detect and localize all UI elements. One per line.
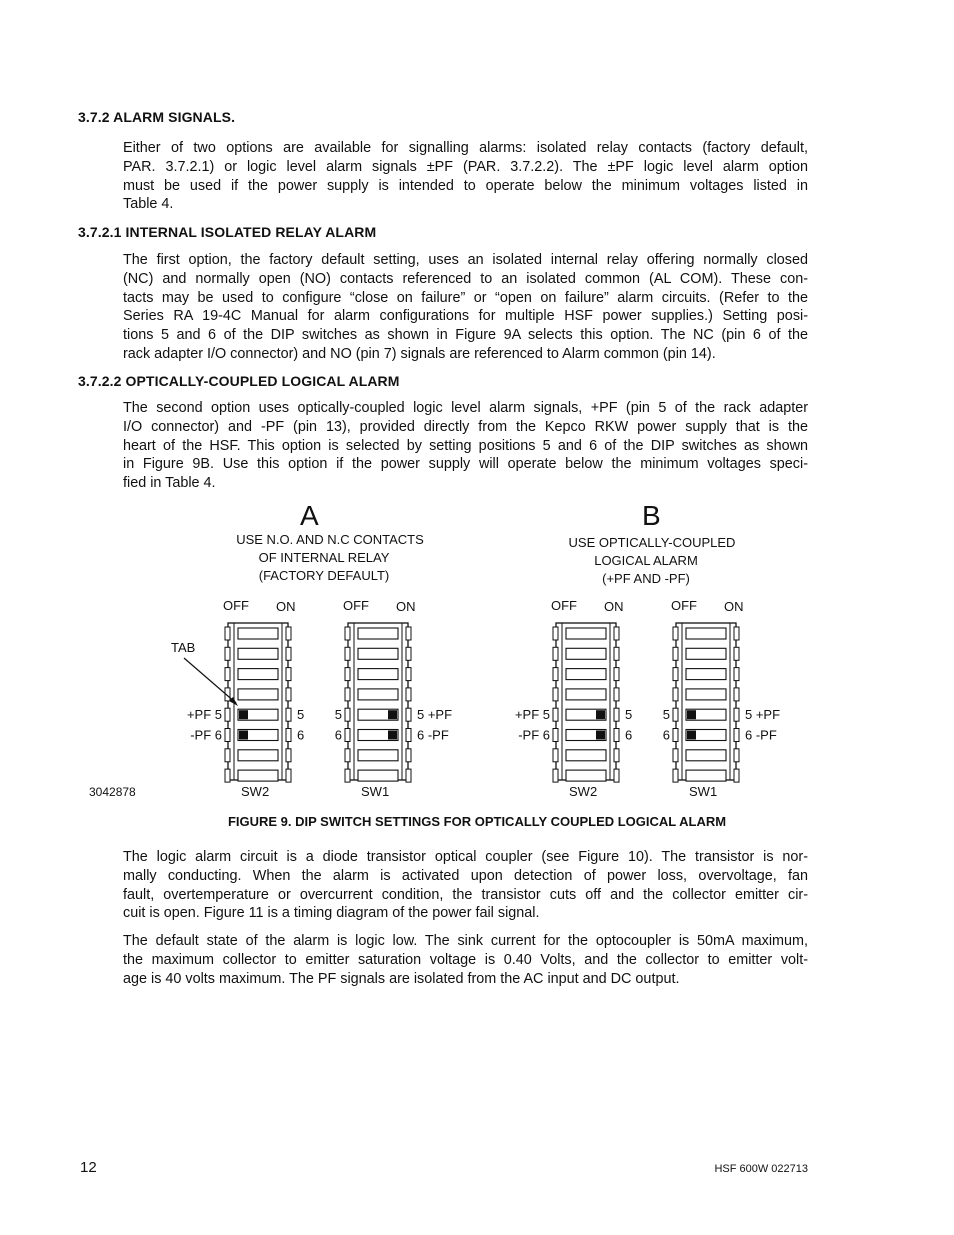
panel-b-title-line: LOGICAL ALARM: [594, 553, 698, 568]
text-line: cuit is open. Figure 11 is a timing diagram of the power fail signal.: [123, 905, 540, 922]
dip-switch-pin: [225, 647, 230, 660]
position-label-right: 5: [625, 707, 633, 723]
dip-switch-pin: [553, 627, 558, 640]
dip-switch-pin: [673, 668, 678, 681]
dip-switch-slot: [358, 750, 398, 761]
dip-switch-slot: [686, 628, 726, 639]
dip-switch-pin: [673, 769, 678, 782]
dip-switch-actuator: [388, 731, 397, 740]
position-label-right: 5 +PF: [417, 707, 453, 723]
dip-switch-actuator: [239, 731, 248, 740]
text-line: mally conducting. When the alarm is activated upon detection of power loss, overvoltage, fan: [123, 867, 808, 884]
section-heading-alarm-signals: 3.7.2 ALARM SIGNALS.: [78, 109, 236, 125]
position-label-right: 6: [297, 727, 305, 743]
position-label-left: 6: [334, 727, 342, 743]
off-label: OFF: [671, 598, 697, 613]
paragraph-default-state: [123, 932, 808, 988]
switch-name-label: SW2: [241, 784, 270, 799]
position-label-left: +PF 5: [186, 707, 222, 723]
position-label-left: +PF 5: [514, 707, 550, 723]
dip-switch-pin: [734, 708, 739, 721]
dip-switch-slot: [566, 648, 606, 659]
dip-switch-pin: [673, 729, 678, 742]
dip-switch-pin: [286, 708, 291, 721]
text-line: PAR. 3.7.2.1) or logic level alarm signals ±PF (PAR. 3.7.2.2). The ±PF logic level alarm option: [123, 158, 808, 175]
dip-switch-figure: [0, 495, 954, 815]
on-label: ON: [604, 599, 624, 614]
text-line: The logic alarm circuit is a diode transistor optical coupler (see Figure 10). The transistor is nor-: [123, 849, 808, 865]
dip-switch-pin: [345, 647, 350, 660]
dip-switch-slot: [238, 770, 278, 781]
dip-switch-slot: [686, 689, 726, 700]
dip-switch-pin: [614, 688, 619, 701]
dip-switch-pin: [345, 749, 350, 762]
text-line: age is 40 volts maximum. The PF signals are isolated from the AC input and DC output.: [123, 970, 680, 987]
text-line: in Figure 9B. Use this option if the power supply will operate below the minimum voltages speci-: [123, 456, 808, 473]
dip-switch-pin: [553, 647, 558, 660]
panel-a-letter: A: [300, 500, 319, 531]
text-line: heart of the HSF. This option is selected by setting positions 5 and 6 of the DIP switches as shown: [123, 437, 808, 454]
dip-switch-pin: [734, 668, 739, 681]
dip-switch-pin: [406, 769, 411, 782]
panel-b-title-line: (+PF AND -PF): [602, 571, 690, 586]
dip-switch-pin: [553, 668, 558, 681]
dip-switch-slot: [358, 770, 398, 781]
dip-switch-pin: [286, 668, 291, 681]
dip-switch-pin: [406, 688, 411, 701]
position-label-right: 6: [625, 727, 633, 743]
position-label-right: 6 -PF: [417, 727, 449, 743]
dip-switch-pin: [614, 627, 619, 640]
tab-label: TAB: [171, 640, 196, 655]
dip-switch-pin: [225, 627, 230, 640]
dip-switch-pin: [286, 729, 291, 742]
dip-switch-pin: [553, 708, 558, 721]
position-label-right: 5: [297, 707, 305, 723]
position-label-right: 5 +PF: [745, 707, 781, 723]
panel-a-title-line: OF INTERNAL RELAY: [258, 550, 390, 565]
dip-switch-slot: [566, 770, 606, 781]
panel-a-title-line: (FACTORY DEFAULT): [258, 568, 390, 583]
dip-switch-pin: [345, 668, 350, 681]
dip-switch-pin: [673, 627, 678, 640]
switch-name-label: SW1: [689, 784, 718, 799]
dip-switch-pin: [225, 749, 230, 762]
dip-switch-pin: [734, 749, 739, 762]
dip-switch-slot: [686, 648, 726, 659]
on-label: ON: [724, 599, 744, 614]
text-line: Table 4.: [123, 196, 174, 213]
text-line: fault, overtemperature or overcurrent condition, the transistor cuts off and the collector emitter cir-: [123, 886, 808, 903]
dip-switch-slot: [238, 669, 278, 680]
text-line: must be used if the power supply is intended to operate below the minimum voltages listed in: [123, 177, 808, 194]
panel-b-title-line: USE OPTICALLY-COUPLED: [568, 535, 736, 550]
on-label: ON: [276, 599, 296, 614]
dip-switch-pin: [225, 708, 230, 721]
text-line: Either of two options are available for signalling alarms: isolated relay contacts (factory default,: [123, 140, 808, 156]
dip-switch-pin: [345, 729, 350, 742]
dip-switch-pin: [225, 769, 230, 782]
position-label-left: 5: [334, 707, 342, 723]
dip-switch-pin: [614, 708, 619, 721]
panel-a-title-line: USE N.O. AND N.C CONTACTS: [236, 532, 424, 547]
dip-switch-pin: [406, 627, 411, 640]
drawing-number: 3042878: [89, 785, 136, 799]
dip-switch-pin: [225, 668, 230, 681]
dip-switch-pin: [225, 729, 230, 742]
switch-name-label: SW1: [361, 784, 390, 799]
text-line: The first option, the factory default setting, uses an isolated internal relay offering normally closed: [123, 252, 808, 268]
dip-switch-slot: [686, 750, 726, 761]
text-line: the maximum collector to emitter saturation voltage is 0.40 Volts, and the collector to emitter volt-: [123, 951, 808, 968]
dip-switch-pin: [673, 749, 678, 762]
section-heading-optical-alarm: 3.7.2.2 OPTICALLY-COUPLED LOGICAL ALARM: [78, 373, 400, 389]
position-label-right: 6 -PF: [745, 727, 777, 743]
text-line: (NC) and normally open (NO) contacts referenced to an isolated common (AL COM). These con-: [123, 270, 808, 287]
dip-switch-pin: [614, 769, 619, 782]
text-line: fied in Table 4.: [123, 475, 216, 492]
text-line: tions 5 and 6 of the DIP switches as shown in Figure 9A selects this option. The NC (pin 6 of the: [123, 327, 808, 344]
dip-switch-pin: [614, 668, 619, 681]
dip-switch-pin: [734, 729, 739, 742]
paragraph-optical-alarm: [123, 399, 808, 493]
text-line: I/O connector) and -PF (pin 13), provided directly from the Kepco RKW power supply that is the: [123, 418, 808, 435]
dip-switch-pin: [406, 647, 411, 660]
dip-switch-pin: [614, 647, 619, 660]
dip-switch-pin: [614, 749, 619, 762]
dip-switch-pin: [673, 647, 678, 660]
dip-switch-pin: [345, 708, 350, 721]
dip-switch-pin: [553, 688, 558, 701]
dip-switch-actuator: [596, 710, 605, 719]
dip-switch-pin: [734, 688, 739, 701]
dip-switch-slot: [358, 689, 398, 700]
dip-switch-pin: [406, 708, 411, 721]
paragraph-logic-alarm-circuit: [123, 848, 808, 923]
dip-switch-group: [187, 598, 780, 799]
dip-switch-pin: [734, 647, 739, 660]
dip-switch-pin: [406, 668, 411, 681]
dip-switch-pin: [406, 749, 411, 762]
dip-switch-slot: [238, 750, 278, 761]
dip-switch-pin: [673, 688, 678, 701]
dip-switch-slot: [686, 770, 726, 781]
dip-switch-slot: [686, 669, 726, 680]
dip-switch-pin: [614, 729, 619, 742]
dip-switch-pin: [286, 688, 291, 701]
text-line: Series RA 19-4C Manual for alarm configurations for multiple HSF power supplies.) Setting posi-: [123, 308, 808, 325]
dip-switch-pin: [345, 688, 350, 701]
dip-switch-pin: [553, 749, 558, 762]
dip-switch-slot: [566, 628, 606, 639]
dip-switch-actuator: [388, 710, 397, 719]
dip-switch-slot: [358, 628, 398, 639]
switch-name-label: SW2: [569, 784, 598, 799]
dip-switch-pin: [406, 729, 411, 742]
dip-switch-slot: [566, 669, 606, 680]
dip-switch-slot: [566, 750, 606, 761]
panel-b-letter: B: [642, 500, 661, 531]
text-line: rack adapter I/O connector) and NO (pin 7) signals are referenced to Alarm common (pin 14).: [123, 345, 716, 362]
position-label-left: -PF 6: [518, 727, 550, 743]
dip-switch-pin: [734, 627, 739, 640]
figure-caption: FIGURE 9. DIP SWITCH SETTINGS FOR OPTICALLY COUPLED LOGICAL ALARM: [227, 814, 727, 829]
text-line: The default state of the alarm is logic low. The sink current for the optocoupler is 50mA maximum,: [123, 933, 808, 949]
dip-switch-pin: [345, 769, 350, 782]
dip-switch-pin: [286, 647, 291, 660]
text-line: The second option uses optically-coupled logic level alarm signals, +PF (pin 5 of the rack adapter: [123, 400, 808, 416]
dip-switch-slot: [566, 689, 606, 700]
page-number: 12: [80, 1159, 97, 1176]
dip-switch-slot: [358, 648, 398, 659]
dip-switch-pin: [673, 708, 678, 721]
dip-switch-pin: [553, 769, 558, 782]
dip-switch-pin: [345, 627, 350, 640]
dip-switch-pin: [553, 729, 558, 742]
off-label: OFF: [223, 598, 249, 613]
off-label: OFF: [343, 598, 369, 613]
dip-switch-actuator: [596, 731, 605, 740]
dip-switch-pin: [734, 769, 739, 782]
paragraph-internal-relay: [123, 251, 808, 364]
dip-switch-pin: [286, 769, 291, 782]
on-label: ON: [396, 599, 416, 614]
off-label: OFF: [551, 598, 577, 613]
dip-switch-slot: [238, 648, 278, 659]
dip-switch-slot: [238, 689, 278, 700]
dip-switch-slot: [238, 628, 278, 639]
dip-switch-pin: [286, 627, 291, 640]
position-label-left: 5: [662, 707, 670, 723]
dip-switch-actuator: [687, 731, 696, 740]
text-line: tacts may be used to configure “close on failure” or “open on failure” alarm circuits. (Refer to the: [123, 289, 808, 306]
dip-switch-pin: [286, 749, 291, 762]
document-id: HSF 600W 022713: [714, 1163, 808, 1175]
position-label-left: -PF 6: [190, 727, 222, 743]
position-label-left: 6: [662, 727, 670, 743]
dip-switch-actuator: [687, 710, 696, 719]
section-heading-internal-relay: 3.7.2.1 INTERNAL ISOLATED RELAY ALARM: [78, 224, 377, 240]
dip-switch-slot: [358, 669, 398, 680]
paragraph-alarm-signals: [123, 139, 808, 214]
dip-switch-actuator: [239, 710, 248, 719]
